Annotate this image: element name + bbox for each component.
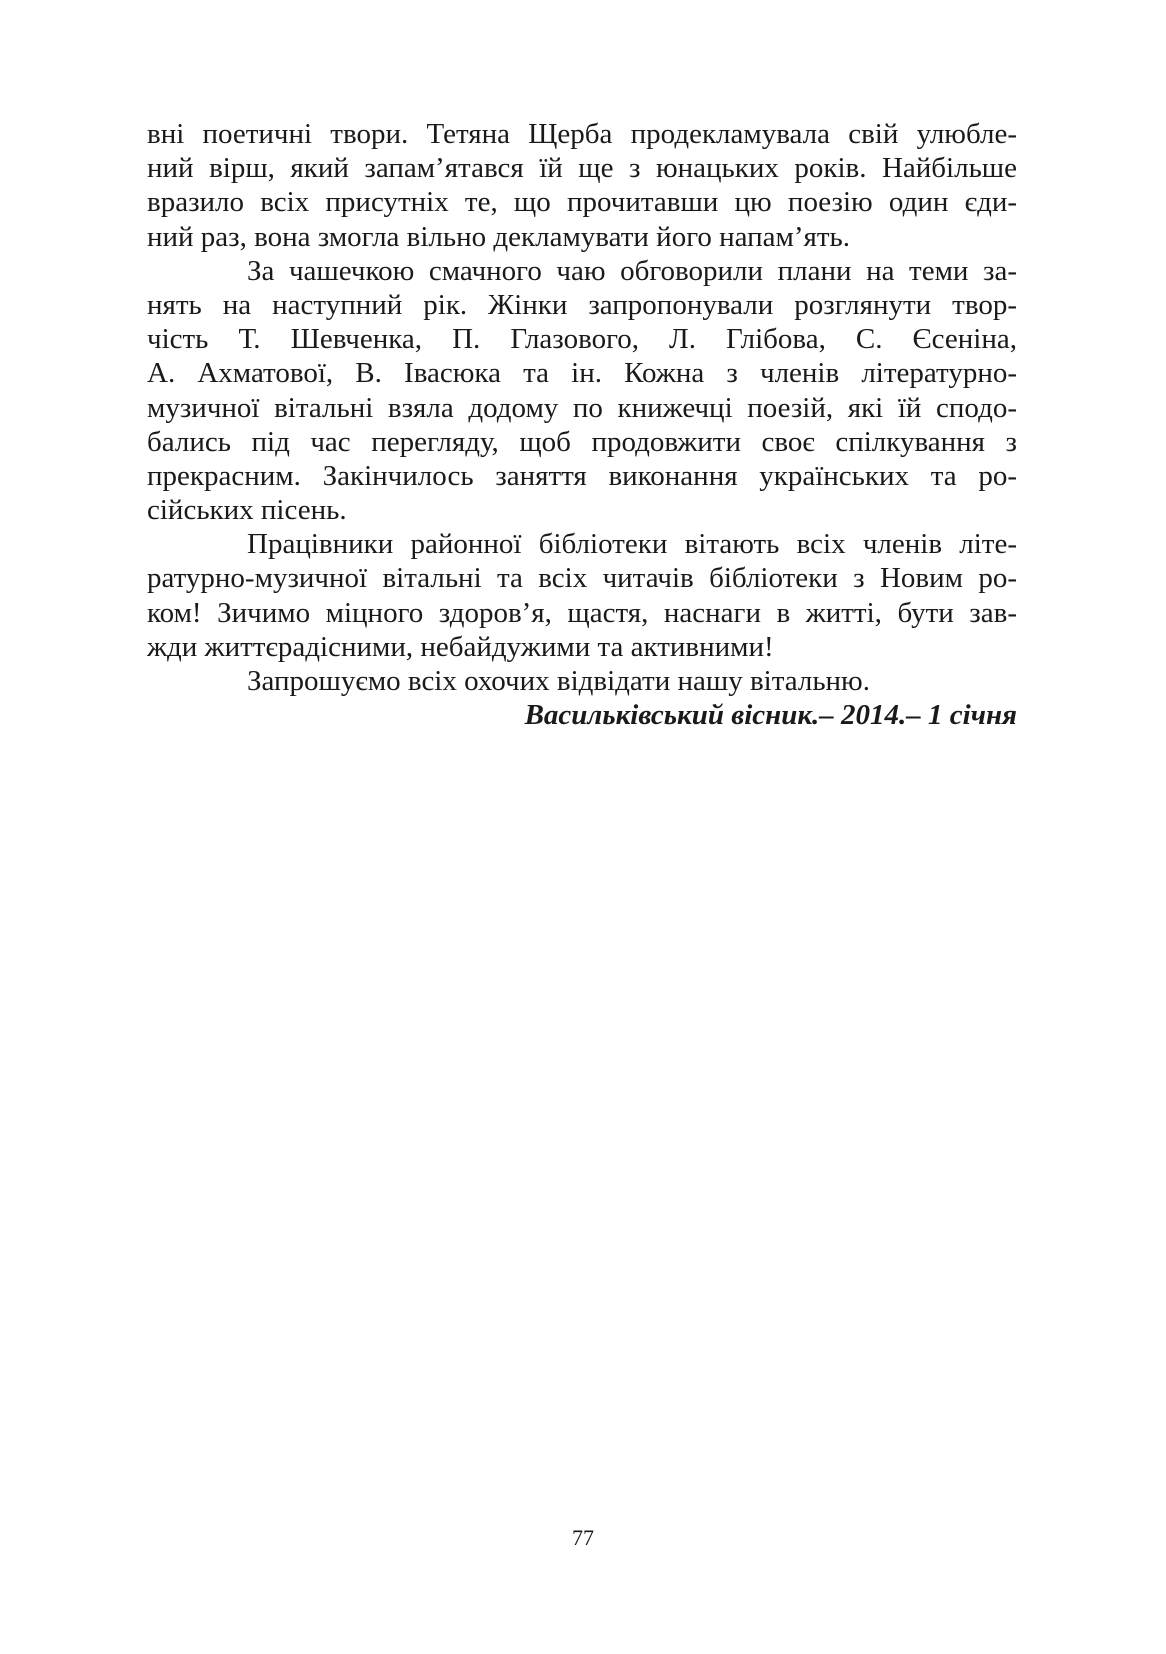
text-line: За чашечкою смачного чаю обговорили плани на теми за- — [247, 254, 1017, 287]
text-line: прекрасним. Закінчилось заняття виконання українських та ро- — [147, 459, 1017, 492]
page-number: 77 — [572, 1525, 594, 1550]
text-line: ний вірш, який запам’ятався їй ще з юнацьких років. Найбільше — [147, 152, 1017, 185]
text-line: А. Ахматової, В. Івасюка та ін. Кожна з членів літературно- — [147, 357, 1017, 390]
paragraph — [147, 664, 1017, 698]
text-line: Працівники районної бібліотеки вітають всіх членів літе- — [247, 528, 1017, 561]
text-line: ком! Зичимо міцного здоров’я, щастя, наснаги в житті, бути зав- — [147, 596, 1017, 629]
text-line: нять на наступний рік. Жінки запропонували розглянути твор- — [147, 288, 1017, 321]
text-line: вні поетичні твори. Тетяна Щерба продекламувала свій улюбле- — [147, 118, 1017, 150]
paragraph — [147, 117, 1017, 254]
text-line: чість Т. Шевченка, П. Глазового, Л. Глібова, С. Єсеніна, — [147, 323, 1017, 356]
paragraph — [147, 254, 1017, 528]
text-line: ний раз, вона змогла вільно декламувати його напам’ять. — [147, 220, 851, 253]
paragraph — [147, 527, 1017, 664]
article-text — [147, 117, 1017, 732]
text-line: жди життєрадісними, небайдужими та активними! — [147, 630, 774, 663]
text-line: Запрошуємо всіх охочих відвідати нашу вітальню. — [247, 665, 870, 697]
text-line: вразило всіх присутніх те, що прочитавши цю поезію один єди- — [147, 186, 1017, 219]
text-line: музичної вітальні взяла додому по книжечці поезій, які їй сподо- — [147, 391, 1017, 424]
source-citation: Васильківський вісник.– 2014.– 1 січня — [524, 699, 1017, 732]
text-line: ратурно-музичної вітальні та всіх читачів бібліотеки з Новим ро- — [147, 562, 1017, 595]
text-line: бались під час перегляду, щоб продовжити своє спілкування з — [147, 425, 1017, 458]
text-line: сійських пісень. — [147, 494, 347, 527]
